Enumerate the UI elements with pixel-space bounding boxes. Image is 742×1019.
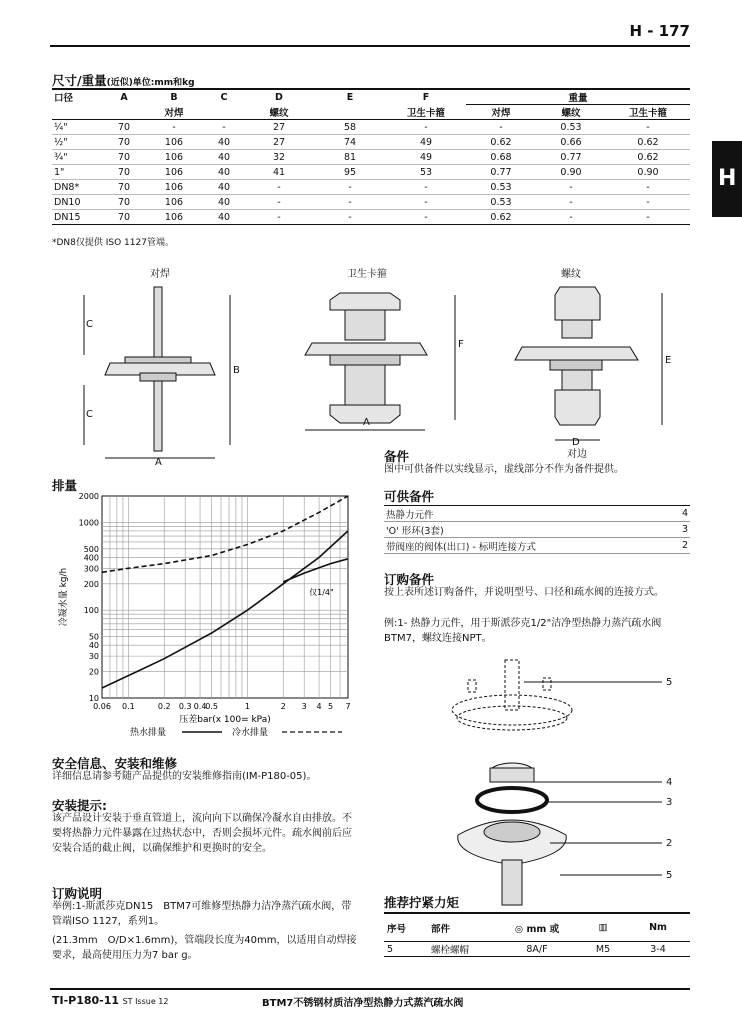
table-header-row: [52, 89, 690, 105]
order-text-1: 举例:1-斯派莎克DN15 BTM7可维修型热静力洁净蒸汽疏水阀，带管端ISO 1127，系列1。: [52, 901, 352, 927]
x-tick-label: 0.2: [157, 702, 171, 711]
table-cell: 70: [104, 165, 144, 180]
x-axis-label: 压差bar(x 100= kPa): [179, 715, 271, 725]
dim-d: D: [572, 437, 580, 448]
table-cell: 40: [204, 180, 244, 195]
table-cell: ¾": [52, 150, 104, 165]
table-cell: -: [606, 180, 690, 195]
table-cell: 0.77: [536, 150, 606, 165]
table-cell: 49: [386, 135, 466, 150]
y-tick-label: 2000: [78, 492, 99, 501]
order-spares-text-2: 例:1- 热静力元件，用于斯派莎克1/2"洁净型热静力蒸汽疏水阀BTM7，螺纹连接NPT。: [384, 618, 662, 644]
spare-name: 'O' 形环(3套): [384, 522, 671, 538]
available-spares-title: 可供备件: [384, 489, 435, 504]
spares-title: 备件: [384, 449, 410, 464]
header-rule: [50, 45, 690, 47]
table-row: [52, 180, 690, 195]
table-cell: 95: [314, 165, 386, 180]
dim-e: E: [665, 355, 672, 366]
table-cell: 70: [104, 210, 144, 225]
order-text-2: (21.3mm O/D×1.6mm)，管端段长度为40mm，以适用自动焊接要求，最高使用压力为7 bar g。: [52, 935, 357, 961]
dimensions-title: [52, 70, 195, 89]
screwed-drawing: [515, 287, 662, 440]
discharge-chart: [52, 490, 362, 745]
torque-header-row: [384, 913, 690, 942]
table-cell: -: [606, 120, 690, 135]
safety-title: 安全信息、安装和维修: [52, 756, 178, 771]
table-cell: -: [386, 195, 466, 210]
table-cell: 106: [144, 180, 204, 195]
table-cell: 0.66: [536, 135, 606, 150]
spare-row: [384, 538, 690, 554]
table-cell: 0.53: [466, 195, 536, 210]
torque-thread: M5: [580, 942, 626, 957]
table-row: [52, 120, 690, 135]
table-cell: -: [386, 120, 466, 135]
table-cell: -: [536, 195, 606, 210]
callout-2: 2: [666, 838, 673, 849]
order-title: 订购说明: [52, 886, 103, 901]
dimensions-subtitle: (近似)单位:mm和kg: [106, 78, 195, 88]
spare-no: 3: [671, 522, 690, 538]
label-butt-weld: 对焊: [150, 269, 170, 280]
footer-rule: [50, 988, 690, 990]
table-cell: 0.77: [466, 165, 536, 180]
x-tick-label: 0.3: [178, 702, 192, 711]
table-cell: 27: [244, 120, 314, 135]
sub-d: 螺纹: [244, 105, 314, 120]
sub-b: 对焊: [144, 105, 204, 120]
x-tick-label: 2: [280, 702, 286, 711]
y-tick-label: 100: [83, 606, 99, 616]
bolt-icon: ▥: [580, 913, 626, 942]
dimensions-footnote: *DN8仅提供 ISO 1127管端。: [52, 238, 174, 248]
table-cell: -: [386, 180, 466, 195]
col-a: A: [104, 89, 144, 105]
col-d: D: [244, 89, 314, 105]
table-cell: 40: [204, 135, 244, 150]
table-cell: 0.90: [606, 165, 690, 180]
y-axis-label: 冷凝水量 kg/h: [59, 567, 69, 627]
table-row: [52, 195, 690, 210]
footer-title: BTM7不锈钢材质洁净型热静力式蒸汽疏水阀: [262, 998, 464, 1009]
table-cell: 106: [144, 195, 204, 210]
sub-w2: 螺纹: [536, 105, 606, 120]
table-cell: 40: [204, 210, 244, 225]
col-weight: 重量: [466, 89, 690, 105]
col-f: F: [386, 89, 466, 105]
label-sanitary: 卫生卡箍: [347, 269, 387, 280]
table-cell: -: [314, 180, 386, 195]
x-tick-label: 5: [328, 702, 334, 711]
spare-name: 带阀座的阀体(出口) - 标明连接方式: [384, 538, 671, 554]
table-cell: 0.62: [466, 135, 536, 150]
table-cell: 106: [144, 210, 204, 225]
table-row: [52, 165, 690, 180]
table-cell: DN10: [52, 195, 104, 210]
table-cell: 74: [314, 135, 386, 150]
torque-col-or: 或: [549, 923, 560, 935]
dimension-drawings: [50, 265, 690, 468]
x-tick-label: 7: [345, 702, 351, 711]
torque-row: [384, 942, 690, 957]
table-cell: -: [536, 180, 606, 195]
dimensions-table-body: [52, 120, 690, 225]
torque-nm: 3-4: [626, 942, 690, 957]
butt-weld-drawing: [84, 287, 230, 458]
y-tick-label: 30: [88, 652, 99, 662]
table-cell: 40: [204, 195, 244, 210]
sanitary-clamp-drawing: [305, 293, 455, 430]
safety-text: 详细信息请参考随产品提供的安装维修指南(IM-P180-05)。: [52, 771, 317, 782]
table-cell: -: [314, 195, 386, 210]
table-subheader-row: [52, 105, 690, 120]
legend-cold-label: 冷水排量: [232, 728, 269, 738]
section-tab: H: [712, 141, 742, 217]
col-c: C: [204, 89, 244, 105]
table-cell: -: [536, 210, 606, 225]
x-tick-label: 0.4: [193, 702, 207, 711]
discharge-title: 排量: [52, 478, 78, 493]
callout-4: 4: [666, 777, 673, 788]
y-tick-label: 50: [88, 632, 99, 642]
table-cell: 0.62: [606, 135, 690, 150]
table-cell: 0.53: [466, 180, 536, 195]
table-cell: 0.62: [606, 150, 690, 165]
table-cell: -: [386, 210, 466, 225]
table-cell: -: [144, 120, 204, 135]
table-cell: 70: [104, 120, 144, 135]
table-cell: 81: [314, 150, 386, 165]
table-cell: -: [244, 210, 314, 225]
chart-annotation: 仅1/4": [309, 587, 334, 597]
table-cell: 40: [204, 150, 244, 165]
torque-col-part: 部件: [428, 913, 494, 942]
dim-b: B: [233, 365, 240, 376]
footer-doc-code: TI-P180-11: [52, 994, 120, 1007]
dim-f: F: [458, 339, 464, 350]
table-cell: 106: [144, 135, 204, 150]
spares-table: [384, 505, 690, 554]
series-line: [283, 559, 348, 582]
table-cell: 41: [244, 165, 314, 180]
torque-col-size: [494, 913, 580, 942]
table-cell: -: [466, 120, 536, 135]
page-code: H - 177: [629, 22, 690, 40]
dimensions-title-text: 尺寸/重量: [52, 73, 107, 88]
table-cell: -: [244, 195, 314, 210]
table-cell: 106: [144, 150, 204, 165]
table-cell: -: [606, 195, 690, 210]
torque-part: 螺栓螺帽: [428, 942, 494, 957]
exploded-view: [440, 660, 690, 905]
legend-hot-label: 热水排量: [130, 728, 167, 738]
dim-a-clamp: A: [363, 417, 370, 428]
table-row: [52, 135, 690, 150]
table-cell: 70: [104, 135, 144, 150]
table-cell: -: [606, 210, 690, 225]
dimensions-table: [52, 88, 690, 225]
table-cell: DN15: [52, 210, 104, 225]
spares-text: 图中可供备件以实线显示，虚线部分不作为备件提供。: [384, 464, 624, 475]
table-cell: -: [244, 180, 314, 195]
callout-5-top: 5: [666, 677, 673, 688]
y-tick-label: 300: [83, 564, 99, 574]
x-tick-label: 1: [244, 702, 250, 711]
series-line: [102, 531, 348, 688]
torque-no: 5: [384, 942, 428, 957]
table-cell: 70: [104, 150, 144, 165]
dim-c-top: C: [86, 319, 93, 330]
table-cell: DN8*: [52, 180, 104, 195]
col-e: E: [314, 89, 386, 105]
table-cell: 70: [104, 180, 144, 195]
spare-name: 热静力元件: [384, 506, 671, 522]
torque-col-no: 序号: [384, 913, 428, 942]
x-tick-label: 3: [301, 702, 307, 711]
table-cell: 58: [314, 120, 386, 135]
footer-doc: [52, 994, 168, 1007]
y-tick-label: 20: [88, 667, 99, 677]
table-cell: 27: [244, 135, 314, 150]
series-line: [102, 496, 348, 572]
torque-col-mm: mm: [526, 923, 547, 935]
table-cell: 0.53: [536, 120, 606, 135]
torque-title: 推荐拧紧力矩: [384, 895, 460, 910]
sub-f: 卫生卡箍: [386, 105, 466, 120]
dim-a-weld: A: [155, 457, 162, 468]
table-cell: 40: [204, 165, 244, 180]
table-cell: 70: [104, 195, 144, 210]
table-cell: 106: [144, 165, 204, 180]
torque-table: [384, 912, 690, 957]
y-tick-label: 500: [83, 544, 99, 554]
spare-row: [384, 522, 690, 538]
callout-5-bottom: 5: [666, 870, 673, 881]
table-row: [52, 210, 690, 225]
y-tick-label: 10: [88, 694, 99, 703]
y-tick-label: 400: [83, 553, 99, 563]
spanner-icon: ◎: [514, 923, 524, 935]
order-spares-text-1: 按上表所述订购备件，并说明型号、口径和疏水阀的连接方式。: [384, 587, 664, 598]
across-flats-label: 对边: [567, 449, 587, 460]
table-cell: 53: [386, 165, 466, 180]
table-cell: 32: [244, 150, 314, 165]
table-row: [52, 150, 690, 165]
spare-no: 4: [671, 506, 690, 522]
x-tick-label: 0.1: [122, 702, 135, 711]
install-text: 该产品设计安装于垂直管道上，流向向下以确保冷凝水自由排放。不要将热静力元件暴露在过热状态中，否则会损坏元件。疏水阀前后应安装合适的截止阀，以确保维护和更换时的安全。: [52, 813, 352, 854]
col-size: 口径: [52, 89, 104, 105]
y-tick-label: 1000: [78, 518, 99, 528]
x-tick-label: 4: [316, 702, 322, 711]
table-cell: 1": [52, 165, 104, 180]
table-cell: -: [204, 120, 244, 135]
order-spares-title: 订购备件: [384, 572, 435, 587]
table-cell: 0.62: [466, 210, 536, 225]
x-tick-label: 0.5: [205, 702, 218, 711]
label-screwed: 螺纹: [561, 269, 581, 280]
y-tick-label: 200: [83, 579, 99, 589]
callout-3: 3: [666, 797, 673, 808]
torque-col-nm: Nm: [626, 913, 690, 942]
dim-c-bottom: C: [86, 409, 93, 420]
sub-w1: 对焊: [466, 105, 536, 120]
table-cell: ½": [52, 135, 104, 150]
col-b: B: [144, 89, 204, 105]
spare-no: 2: [671, 538, 690, 554]
spare-row: [384, 506, 690, 522]
table-cell: 0.90: [536, 165, 606, 180]
table-cell: ¼": [52, 120, 104, 135]
x-tick-label: 0.06: [93, 702, 111, 711]
table-cell: -: [314, 210, 386, 225]
install-title: 安装提示:: [52, 798, 107, 813]
table-cell: 0.68: [466, 150, 536, 165]
torque-af: 8A/F: [494, 942, 580, 957]
y-tick-label: 40: [88, 641, 99, 651]
footer-issue: ST Issue 12: [122, 997, 169, 1006]
sub-w3: 卫生卡箍: [606, 105, 690, 120]
table-cell: 49: [386, 150, 466, 165]
